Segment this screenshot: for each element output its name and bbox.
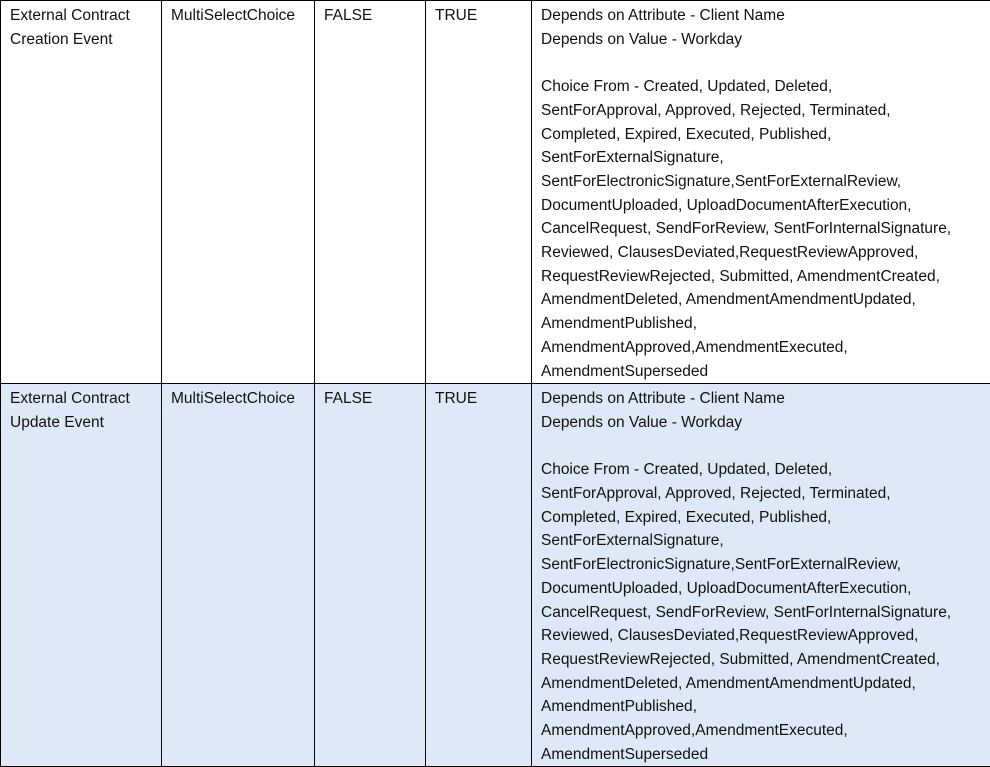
choice-line: Choice From - Created, Updated, Deleted, — [541, 75, 984, 99]
attribute-name-cell — [1, 1, 162, 384]
choice-line: DocumentUploaded, UploadDocumentAfterExecution, — [541, 577, 984, 601]
choice-line: DocumentUploaded, UploadDocumentAfterExecution, — [541, 194, 984, 218]
choice-line: RequestReviewRejected, Submitted, AmendmentCreated, — [541, 648, 984, 672]
flag2-value: TRUE — [435, 387, 525, 411]
choice-line: Choice From - Created, Updated, Deleted, — [541, 458, 984, 482]
attribute-type: MultiSelectChoice — [171, 4, 308, 28]
flag1-value: FALSE — [324, 387, 419, 411]
attribute-type-cell — [162, 1, 315, 384]
choice-line: AmendmentSuperseded — [541, 743, 984, 767]
depends-on-attribute: Depends on Attribute - Client Name — [541, 4, 984, 28]
choice-list — [541, 458, 984, 766]
choice-line: SentForExternalSignature, — [541, 146, 984, 170]
depends-on-value: Depends on Value - Workday — [541, 411, 984, 435]
choice-line: AmendmentPublished, — [541, 695, 984, 719]
choice-line: SentForApproval, Approved, Rejected, Terminated, — [541, 482, 984, 506]
attribute-name-line: External Contract — [10, 4, 155, 28]
choice-line: Reviewed, ClausesDeviated,RequestReviewApproved, — [541, 241, 984, 265]
depends-on-value: Depends on Value - Workday — [541, 28, 984, 52]
choice-line: Completed, Expired, Executed, Published, — [541, 123, 984, 147]
flag1-cell — [315, 384, 426, 767]
choice-line: SentForElectronicSignature,SentForExternalReview, — [541, 553, 984, 577]
choice-line: AmendmentDeleted, AmendmentAmendmentUpdated, — [541, 672, 984, 696]
flag1-value: FALSE — [324, 4, 419, 28]
flag2-value: TRUE — [435, 4, 525, 28]
choice-line: AmendmentPublished, — [541, 312, 984, 336]
choice-line: AmendmentDeleted, AmendmentAmendmentUpdated, — [541, 288, 984, 312]
choice-line: CancelRequest, SendForReview, SentForInternalSignature, — [541, 601, 984, 625]
table-row-update-event — [1, 384, 990, 767]
depends-on-attribute: Depends on Attribute - Client Name — [541, 387, 984, 411]
choice-line: RequestReviewRejected, Submitted, AmendmentCreated, — [541, 265, 984, 289]
attribute-name-line: Update Event — [10, 411, 155, 435]
attribute-name-line: External Contract — [10, 387, 155, 411]
choice-line: SentForApproval, Approved, Rejected, Terminated, — [541, 99, 984, 123]
choice-line: Completed, Expired, Executed, Published, — [541, 506, 984, 530]
choice-line: AmendmentApproved,AmendmentExecuted, — [541, 719, 984, 743]
description-cell — [532, 1, 990, 384]
attribute-type-cell — [162, 384, 315, 767]
choice-line: CancelRequest, SendForReview, SentForInternalSignature, — [541, 217, 984, 241]
choice-line: SentForElectronicSignature,SentForExternalReview, — [541, 170, 984, 194]
flag2-cell — [426, 384, 532, 767]
flag2-cell — [426, 1, 532, 384]
choice-line: SentForExternalSignature, — [541, 529, 984, 553]
attribute-type: MultiSelectChoice — [171, 387, 308, 411]
choice-line: AmendmentApproved,AmendmentExecuted, — [541, 336, 984, 360]
choice-list — [541, 75, 984, 383]
attribute-name-cell — [1, 384, 162, 767]
attribute-name-line: Creation Event — [10, 28, 155, 52]
choice-line: Reviewed, ClausesDeviated,RequestReviewApproved, — [541, 624, 984, 648]
table-row-creation-event — [1, 1, 990, 384]
description-cell — [532, 384, 990, 767]
flag1-cell — [315, 1, 426, 384]
choice-line: AmendmentSuperseded — [541, 360, 984, 384]
